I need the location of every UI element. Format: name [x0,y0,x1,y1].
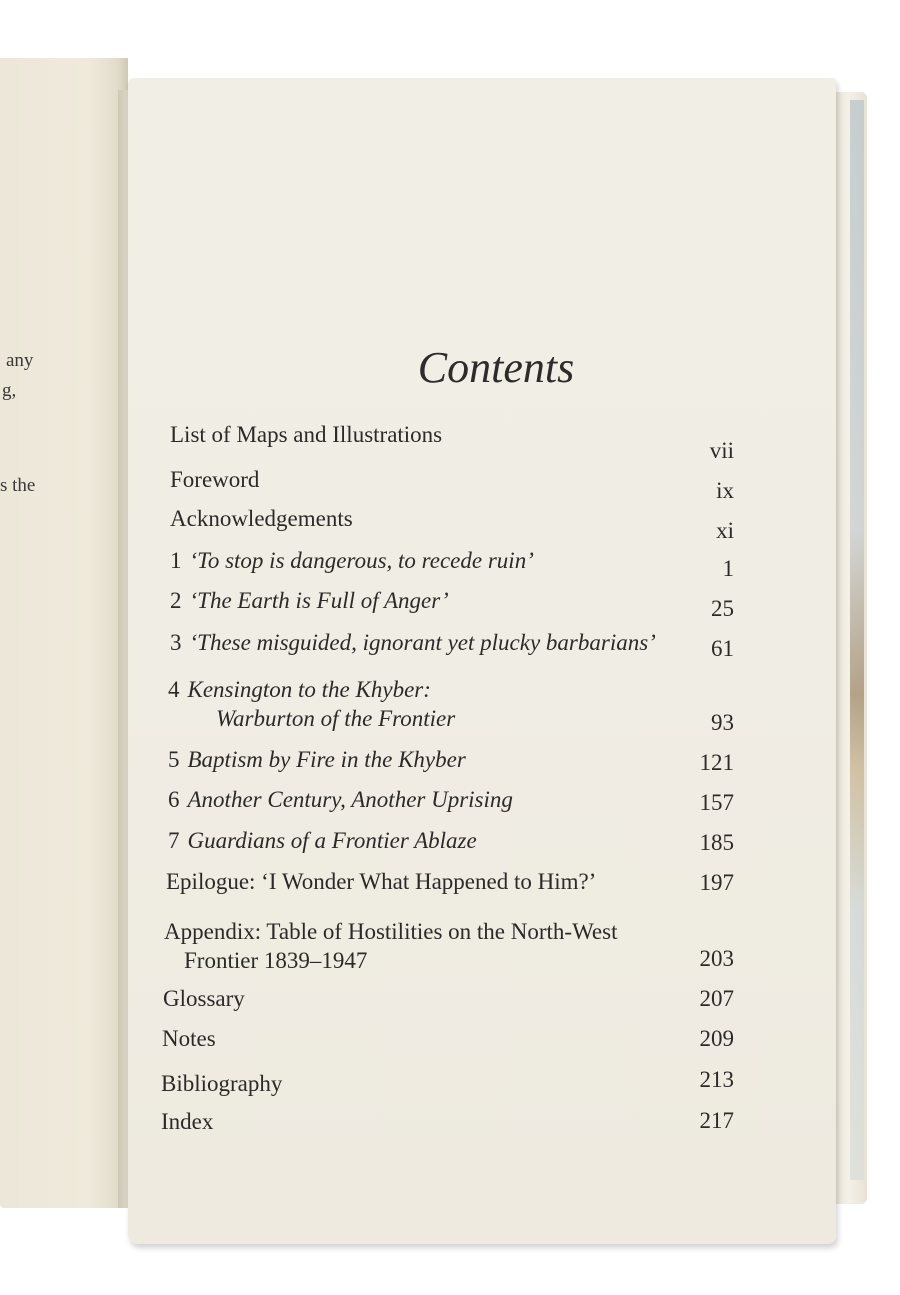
toc-entry-acknowledgements [170,504,353,533]
toc-page-number: 1 [722,556,734,581]
toc-page-number: 93 [711,710,734,735]
toc-entry-chapter-6 [168,785,513,814]
toc-entry-notes [162,1024,216,1053]
toc-entry-label: Notes [162,1026,216,1051]
toc-entry-appendix [164,917,618,975]
chapter-number: 1 [170,548,182,573]
toc-page-number: 157 [699,790,734,815]
cover-edge [850,100,864,1180]
toc-page-number: 207 [699,986,734,1011]
toc-entry-label-continued: Warburton of the Frontier [216,706,456,731]
toc-page-number: 213 [699,1067,734,1092]
toc-entry-label: ‘These misguided, ignorant yet plucky barbarians’ [189,630,656,655]
left-page-text: any [6,350,34,371]
toc-page-number: ix [716,478,734,503]
page-title: Contents [417,343,575,392]
toc-entry-label: Baptism by Fire in the Khyber [187,747,466,772]
left-page-text: s the [0,475,36,496]
toc-entry-glossary [163,984,245,1013]
toc-page-number: 25 [711,596,734,621]
toc-entry-label: ‘The Earth is Full of Anger’ [189,588,449,613]
chapter-number: 4 [168,677,180,702]
toc-entry-label: Glossary [163,986,245,1011]
chapter-number: 6 [168,787,180,812]
toc-page-number: vii [709,438,734,463]
toc-entry-chapter-5 [168,745,466,774]
toc-entry-label: ‘To stop is dangerous, to recede ruin’ [189,548,534,573]
toc-entry-epilogue [166,867,596,896]
toc-page-number: xi [716,518,734,543]
toc-entry-label: Index [161,1109,214,1134]
toc-entry-label: Bibliography [161,1071,283,1096]
toc-entry-label: List of Maps and Illustrations [170,422,443,447]
toc-entry-foreword [170,465,259,494]
toc-page-number: 121 [699,750,734,775]
chapter-number: 2 [170,588,182,613]
toc-page-number: 197 [699,870,734,895]
toc-entry-index [161,1107,213,1136]
toc-entry-label-continued: Frontier 1839–1947 [184,948,368,973]
toc-page-number: 217 [699,1108,734,1133]
left-page [0,58,128,1208]
toc-entry-label: Epilogue: ‘I Wonder What Happened to Him?’ [166,869,597,894]
toc-entry-chapter-4 [168,675,455,733]
toc-entry-bibliography [161,1069,282,1098]
toc-entry-label: Appendix: Table of Hostilities on the North-West [164,919,618,944]
left-page-text: g, [2,380,17,401]
toc-entry-label: Guardians of a Frontier Ablaze [187,828,477,853]
chapter-number: 7 [168,828,180,853]
toc-entry-label: Acknowledgements [170,506,353,531]
toc-entry-chapter-3 [170,628,656,657]
toc-entry-chapter-1 [170,546,534,575]
toc-page-number: 61 [711,636,734,661]
toc-entry-label: Foreword [170,467,260,492]
toc-entry-chapter-7 [168,826,477,855]
toc-entry-label: Kensington to the Khyber: [187,677,431,702]
toc-entry-maps [170,420,442,449]
toc-page-number: 185 [699,830,734,855]
toc-entry-chapter-2 [170,586,449,615]
toc-page-number: 209 [699,1026,734,1051]
toc-page-number: 203 [699,946,734,971]
chapter-number: 5 [168,747,180,772]
chapter-number: 3 [170,630,182,655]
contents-page [128,78,836,1244]
toc-entry-label: Another Century, Another Uprising [187,787,513,812]
